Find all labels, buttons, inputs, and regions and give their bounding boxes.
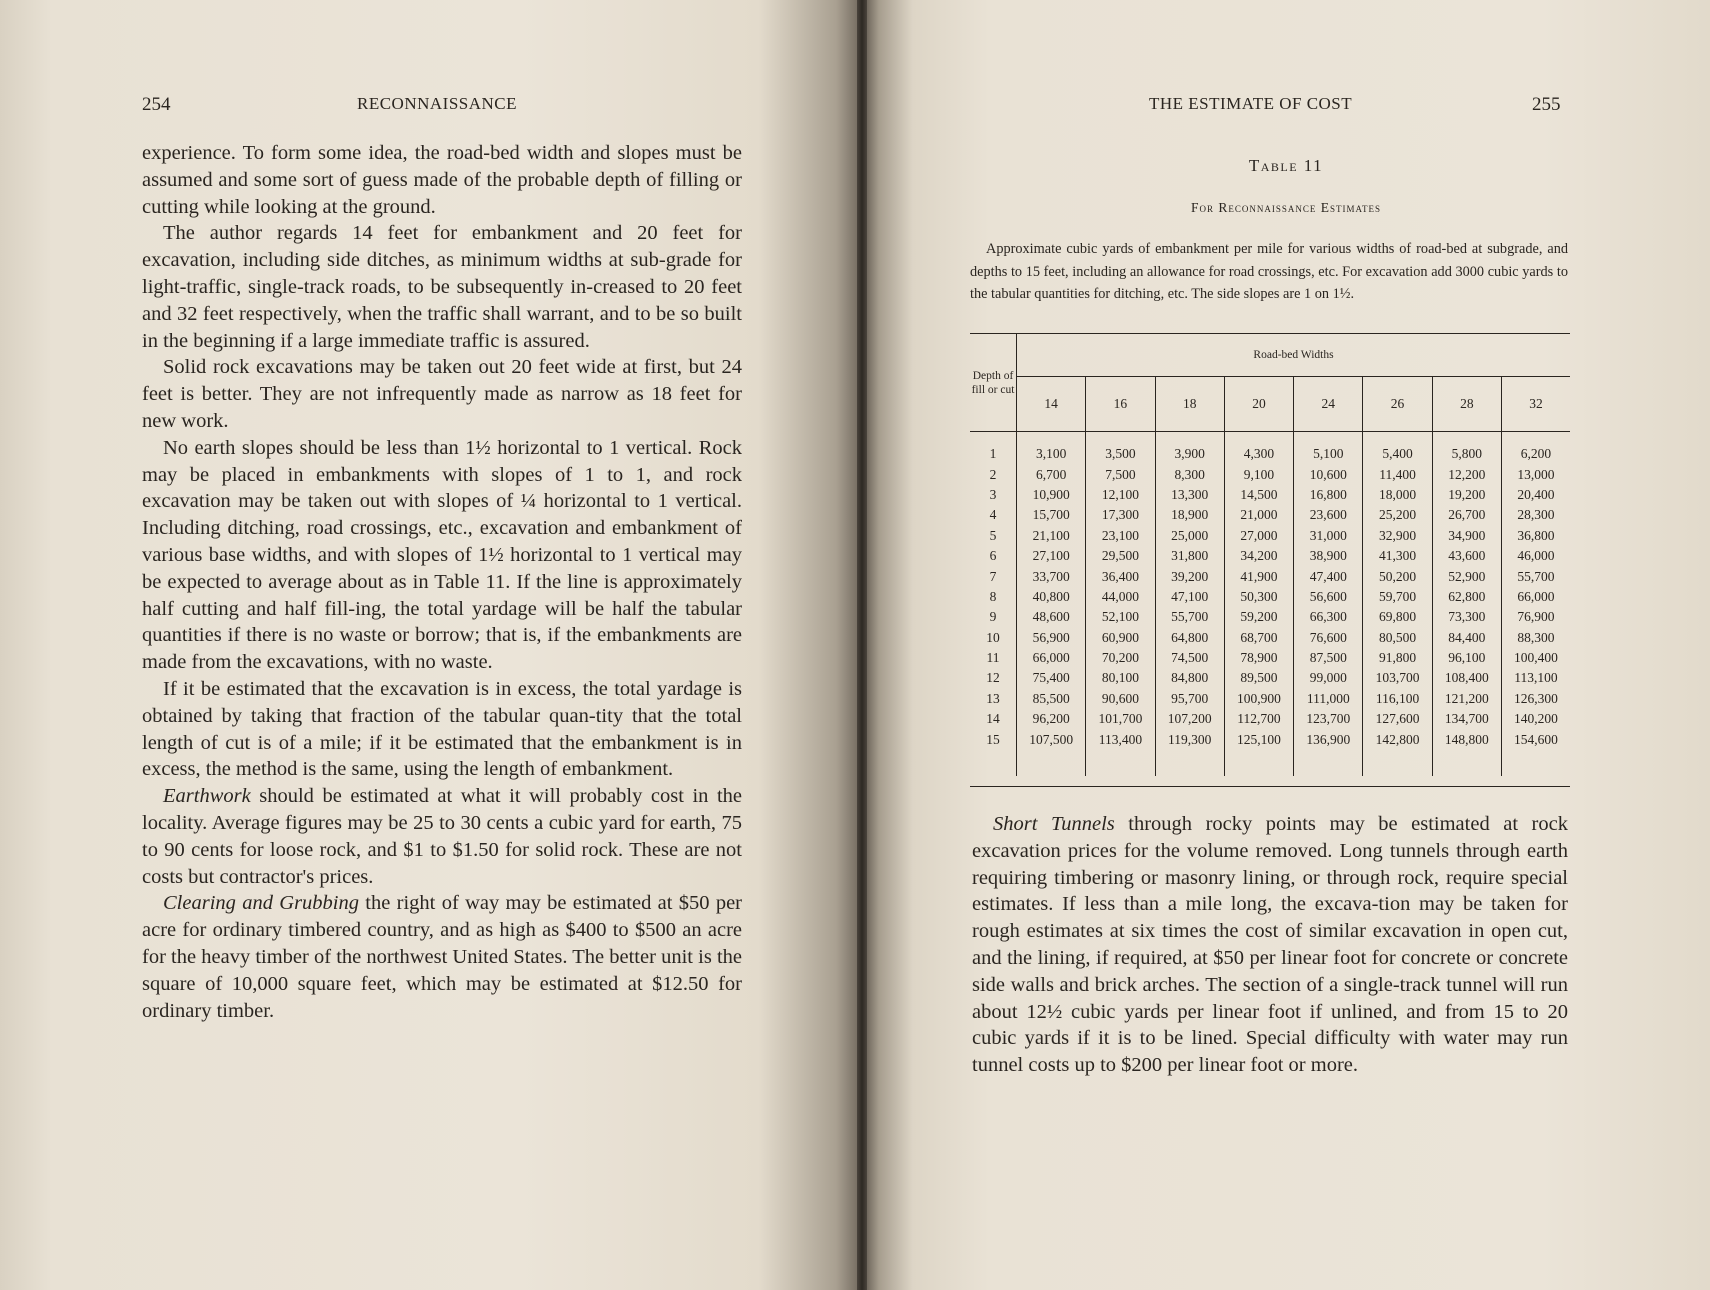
table-cell: 47,400	[1294, 566, 1363, 586]
width-header-16: 16	[1086, 377, 1155, 432]
table-cell: 18,900	[1155, 505, 1224, 525]
table-cell: 127,600	[1363, 709, 1432, 729]
table-row	[970, 729, 1570, 749]
table-cell: 66,000	[1517, 588, 1555, 604]
table-cell: 44,000	[1086, 587, 1155, 607]
book-gutter	[857, 0, 867, 1290]
table-cell: 113,400	[1086, 729, 1155, 749]
table-cell: 126,300	[1514, 690, 1558, 706]
table-cell: 5,800	[1432, 444, 1501, 464]
depth-cell: 8	[970, 587, 1017, 607]
table-cell: 17,300	[1086, 505, 1155, 525]
paragraph-3: Solid rock excavations may be taken out 20 feet wide at first, but 24 feet is better. They are not infrequently made as narrow as 18 feet for new work.	[142, 356, 742, 432]
depth-cell: 13	[970, 689, 1017, 709]
table-cell: 36,400	[1086, 566, 1155, 586]
table-cell: 31,800	[1155, 546, 1224, 566]
table-cell: 27,000	[1224, 526, 1293, 546]
width-header-26: 26	[1363, 377, 1432, 432]
table-cell: 80,500	[1363, 628, 1432, 648]
table-cell: 55,700	[1155, 607, 1224, 627]
table-cell: 154,600	[1514, 731, 1558, 747]
table-bottom-spacer	[970, 750, 1570, 776]
table-cell: 87,500	[1294, 648, 1363, 668]
depth-cell: 3	[970, 485, 1017, 505]
table-cell: 13,000	[1517, 466, 1555, 482]
width-header-28: 28	[1432, 377, 1501, 432]
running-head-left: RECONNAISSANCE	[357, 94, 518, 113]
table-cell: 76,900	[1517, 609, 1555, 625]
table-subtitle: For Reconnaissance Estimates	[1190, 200, 1382, 215]
table-row	[970, 505, 1570, 525]
table-cell: 75,400	[1017, 668, 1086, 688]
table-cell: 134,700	[1432, 709, 1501, 729]
depth-cell: 6	[970, 546, 1017, 566]
table-cell: 90,600	[1086, 689, 1155, 709]
short-tunnels-heading: Short Tunnels	[993, 813, 1115, 835]
table-cell: 125,100	[1224, 729, 1293, 749]
earthwork-heading: Earthwork	[163, 785, 251, 808]
table-row	[970, 709, 1570, 729]
table-cell: 59,200	[1224, 607, 1293, 627]
table-cell: 85,500	[1017, 689, 1086, 709]
table-cell: 41,900	[1224, 566, 1293, 586]
table-cell: 50,300	[1224, 587, 1293, 607]
width-header-18: 18	[1155, 377, 1224, 432]
table-row	[970, 526, 1570, 546]
table-cell: 28,300	[1517, 507, 1555, 523]
table-cell: 10,900	[1017, 485, 1086, 505]
road-bed-widths-header: Road-bed Widths	[1017, 334, 1571, 377]
table-cell: 76,600	[1294, 628, 1363, 648]
table-cell: 16,800	[1294, 485, 1363, 505]
table-row	[970, 607, 1570, 627]
table-cell: 39,200	[1155, 566, 1224, 586]
table-cell: 148,800	[1432, 729, 1501, 749]
table-cell: 52,100	[1086, 607, 1155, 627]
table-cell: 40,800	[1017, 587, 1086, 607]
table-cell: 34,900	[1432, 526, 1501, 546]
table-cell: 69,800	[1363, 607, 1432, 627]
depth-column-header: Depth of fill or cut	[970, 334, 1017, 432]
table-cell: 107,500	[1017, 729, 1086, 749]
table-cell: 34,200	[1224, 546, 1293, 566]
table-cell: 33,700	[1017, 566, 1086, 586]
table-cell: 123,700	[1294, 709, 1363, 729]
depth-cell: 7	[970, 566, 1017, 586]
table-cell: 56,900	[1017, 628, 1086, 648]
table-cell: 15,700	[1017, 505, 1086, 525]
table-row	[970, 628, 1570, 648]
table-cell: 6,700	[1017, 464, 1086, 484]
table-cell: 121,200	[1432, 689, 1501, 709]
table-row	[970, 648, 1570, 668]
table-cell: 12,100	[1086, 485, 1155, 505]
table-cell: 5,100	[1294, 444, 1363, 464]
table-cell: 21,100	[1017, 526, 1086, 546]
paragraph-earthwork: Earthwork should be estimated at what it will probably cost in the locality. Average figures may be 25 to 30 cents a cubic yard for earth, 75 to 90 cents for loose rock, and $1 to $1.50 for solid rock. These are not costs but contractor's prices.	[142, 785, 742, 888]
table-cell: 18,000	[1363, 485, 1432, 505]
paragraph-1: experience. To form some idea, the road-bed width and slopes must be assumed and some sort of guess made of the probable depth of filling or cutting while looking at the ground.	[142, 142, 742, 218]
table-cell: 32,900	[1363, 526, 1432, 546]
page-number-left: 254	[142, 94, 171, 115]
table-cell: 43,600	[1432, 546, 1501, 566]
table-cell: 78,900	[1224, 648, 1293, 668]
table-cell: 23,600	[1294, 505, 1363, 525]
left-body-text	[142, 140, 742, 1024]
width-header-24: 24	[1294, 377, 1363, 432]
depth-cell: 14	[970, 709, 1017, 729]
paragraph-clearing: Clearing and Grubbing the right of way may be estimated at $50 per acre for ordinary timbered country, and as high as $400 to $500 an acre for the heavy timber of the northwest United States. The better unit is the square of 10,000 square feet, which may be estimated at $12.50 for ordinary timber.	[142, 892, 742, 1022]
table-cell: 12,200	[1432, 464, 1501, 484]
table-cell: 136,900	[1294, 729, 1363, 749]
table-cell: 101,700	[1086, 709, 1155, 729]
table-cell: 66,000	[1017, 648, 1086, 668]
depth-cell: 15	[970, 729, 1017, 749]
depth-cell: 11	[970, 648, 1017, 668]
width-header-32: 32	[1529, 396, 1543, 411]
table-cell: 91,800	[1363, 648, 1432, 668]
table-cell: 70,200	[1086, 648, 1155, 668]
table-cell: 60,900	[1086, 628, 1155, 648]
table-cell: 84,800	[1155, 668, 1224, 688]
table-cell: 4,300	[1224, 444, 1293, 464]
table-cell: 119,300	[1155, 729, 1224, 749]
paragraph-4: No earth slopes should be less than 1½ horizontal to 1 vertical. Rock may be placed in embankments with slopes of 1 to 1, and rock excavation may be taken out with slopes of ¼ horizontal to 1 vertical. Including ditching, road crossings, etc., excavation and embankment of various base widths, and with slopes of 1½ horizontal to 1 vertical may be expected to average about as in Table 11. If the line is approximately half cutting and half fill-ing, the total yardage will be half the tabular quantities if there is no waste or borrow; that is, if the embankments are made from the excavations, with no waste.	[142, 436, 742, 674]
table-row	[970, 485, 1570, 505]
table-cell: 38,900	[1294, 546, 1363, 566]
table-row	[970, 444, 1570, 464]
width-header-20: 20	[1224, 377, 1293, 432]
paragraph-short-tunnels: Short Tunnels through rocky points may be estimated at rock excavation prices for the volume removed. Long tunnels through earth requiring timbering or masonry lining, or through rock, require special estimates. If less than a mile long, the excava-tion may be taken for rough estimates at six times the cost of similar excavation in open cut, and the lining, if required, at $50 per linear foot for concrete or concrete side walls and brick arches. The section of a single-track tunnel will run about 12½ cubic yards per linear foot if unlined, and from 15 to 20 cubic yards if it is to be lined. Special difficulty with water may run tunnel costs up to $200 per linear foot or more.	[972, 813, 1568, 1077]
depth-cell: 5	[970, 526, 1017, 546]
table-cell: 25,200	[1363, 505, 1432, 525]
table-cell: 140,200	[1514, 711, 1558, 727]
right-body-text	[972, 811, 1568, 1079]
table-cell: 3,900	[1155, 444, 1224, 464]
table-cell: 99,000	[1294, 668, 1363, 688]
table-cell: 25,000	[1155, 526, 1224, 546]
table-cell: 13,300	[1155, 485, 1224, 505]
table-cell: 100,400	[1514, 650, 1558, 666]
table-cell: 84,400	[1432, 628, 1501, 648]
table-cell: 3,100	[1017, 444, 1086, 464]
paragraph-5: If it be estimated that the excavation is in excess, the total yardage is obtained by taking that fraction of the tabular quan-tity that the total length of cut is of a mile; if it be estimated that the embankment is in excess, the method is the same, using the length of embankment.	[142, 677, 742, 781]
table-cell: 8,300	[1155, 464, 1224, 484]
table-cell: 113,100	[1514, 670, 1558, 686]
table-cell: 74,500	[1155, 648, 1224, 668]
table-cell: 19,200	[1432, 485, 1501, 505]
table-cell: 23,100	[1086, 526, 1155, 546]
table-cell: 41,300	[1363, 546, 1432, 566]
table-cell: 48,600	[1017, 607, 1086, 627]
table-cell: 6,200	[1520, 446, 1552, 462]
table-cell: 3,500	[1086, 444, 1155, 464]
table-cell: 26,700	[1432, 505, 1501, 525]
depth-cell: 12	[970, 668, 1017, 688]
running-head-right: THE ESTIMATE OF COST	[1149, 94, 1353, 113]
paragraph-2: The author regards 14 feet for embankment and 20 feet for excavation, including side ditches, as minimum widths at sub-grade for light-traffic, single-track roads, to be subsequently in-creased to 20 feet and 32 feet respectively, when the traffic shall warrant, and to be so built in the beginning if a large immediate traffic is assured.	[142, 222, 742, 352]
table-cell: 112,700	[1224, 709, 1293, 729]
table-cell: 116,100	[1363, 689, 1432, 709]
table-cell: 64,800	[1155, 628, 1224, 648]
table-cell: 31,000	[1294, 526, 1363, 546]
table-cell: 7,500	[1086, 464, 1155, 484]
table-cell: 5,400	[1363, 444, 1432, 464]
table-row	[970, 546, 1570, 566]
page-number-right: 255	[1532, 94, 1561, 115]
table-cell: 107,200	[1155, 709, 1224, 729]
table-cell: 46,000	[1517, 548, 1555, 564]
table-cell: 68,700	[1224, 628, 1293, 648]
table-cell: 142,800	[1363, 729, 1432, 749]
table-intro: Approximate cubic yards of embankment per mile for various widths of road-bed at subgrade, and depths to 15 feet, including an allowance for road crossings, etc. For excavation add 3000 cubic yards to the tabular quantities for ditching, etc. The side slopes are 1 on 1½.	[970, 241, 1568, 302]
table-cell: 59,700	[1363, 587, 1432, 607]
depth-cell: 9	[970, 607, 1017, 627]
table-cell: 36,800	[1517, 527, 1555, 543]
table-cell: 9,100	[1224, 464, 1293, 484]
depth-cell: 1	[970, 444, 1017, 464]
table-cell: 52,900	[1432, 566, 1501, 586]
table-row	[970, 668, 1570, 688]
table-row	[970, 464, 1570, 484]
table-cell: 55,700	[1517, 568, 1555, 584]
table-row	[970, 689, 1570, 709]
table-cell: 103,700	[1363, 668, 1432, 688]
width-header-14: 14	[1017, 377, 1086, 432]
table-cell: 96,200	[1017, 709, 1086, 729]
table-cell: 10,600	[1294, 464, 1363, 484]
table-cell: 95,700	[1155, 689, 1224, 709]
table-cell: 73,300	[1432, 607, 1501, 627]
table-cell: 80,100	[1086, 668, 1155, 688]
depth-cell: 10	[970, 628, 1017, 648]
clearing-heading: Clearing and Grubbing	[163, 892, 359, 915]
table-cell: 47,100	[1155, 587, 1224, 607]
table-cell: 14,500	[1224, 485, 1293, 505]
table-cell: 21,000	[1224, 505, 1293, 525]
table-cell: 88,300	[1517, 629, 1555, 645]
table-cell: 27,100	[1017, 546, 1086, 566]
table-cell: 89,500	[1224, 668, 1293, 688]
table-cell: 96,100	[1432, 648, 1501, 668]
table-cell: 50,200	[1363, 566, 1432, 586]
table-cell: 111,000	[1294, 689, 1363, 709]
table-row	[970, 566, 1570, 586]
table-row	[970, 587, 1570, 607]
table-cell: 56,600	[1294, 587, 1363, 607]
table-cell: 108,400	[1432, 668, 1501, 688]
table-title: Table 11	[1248, 156, 1324, 175]
table-cell: 29,500	[1086, 546, 1155, 566]
table-cell: 66,300	[1294, 607, 1363, 627]
table-cell: 11,400	[1363, 464, 1432, 484]
depth-cell: 2	[970, 464, 1017, 484]
header-rule	[970, 432, 1570, 445]
table-cell: 100,900	[1224, 689, 1293, 709]
table-cell: 62,800	[1432, 587, 1501, 607]
depth-cell: 4	[970, 505, 1017, 525]
earthwork-table	[970, 333, 1570, 787]
table-cell: 20,400	[1517, 486, 1555, 502]
